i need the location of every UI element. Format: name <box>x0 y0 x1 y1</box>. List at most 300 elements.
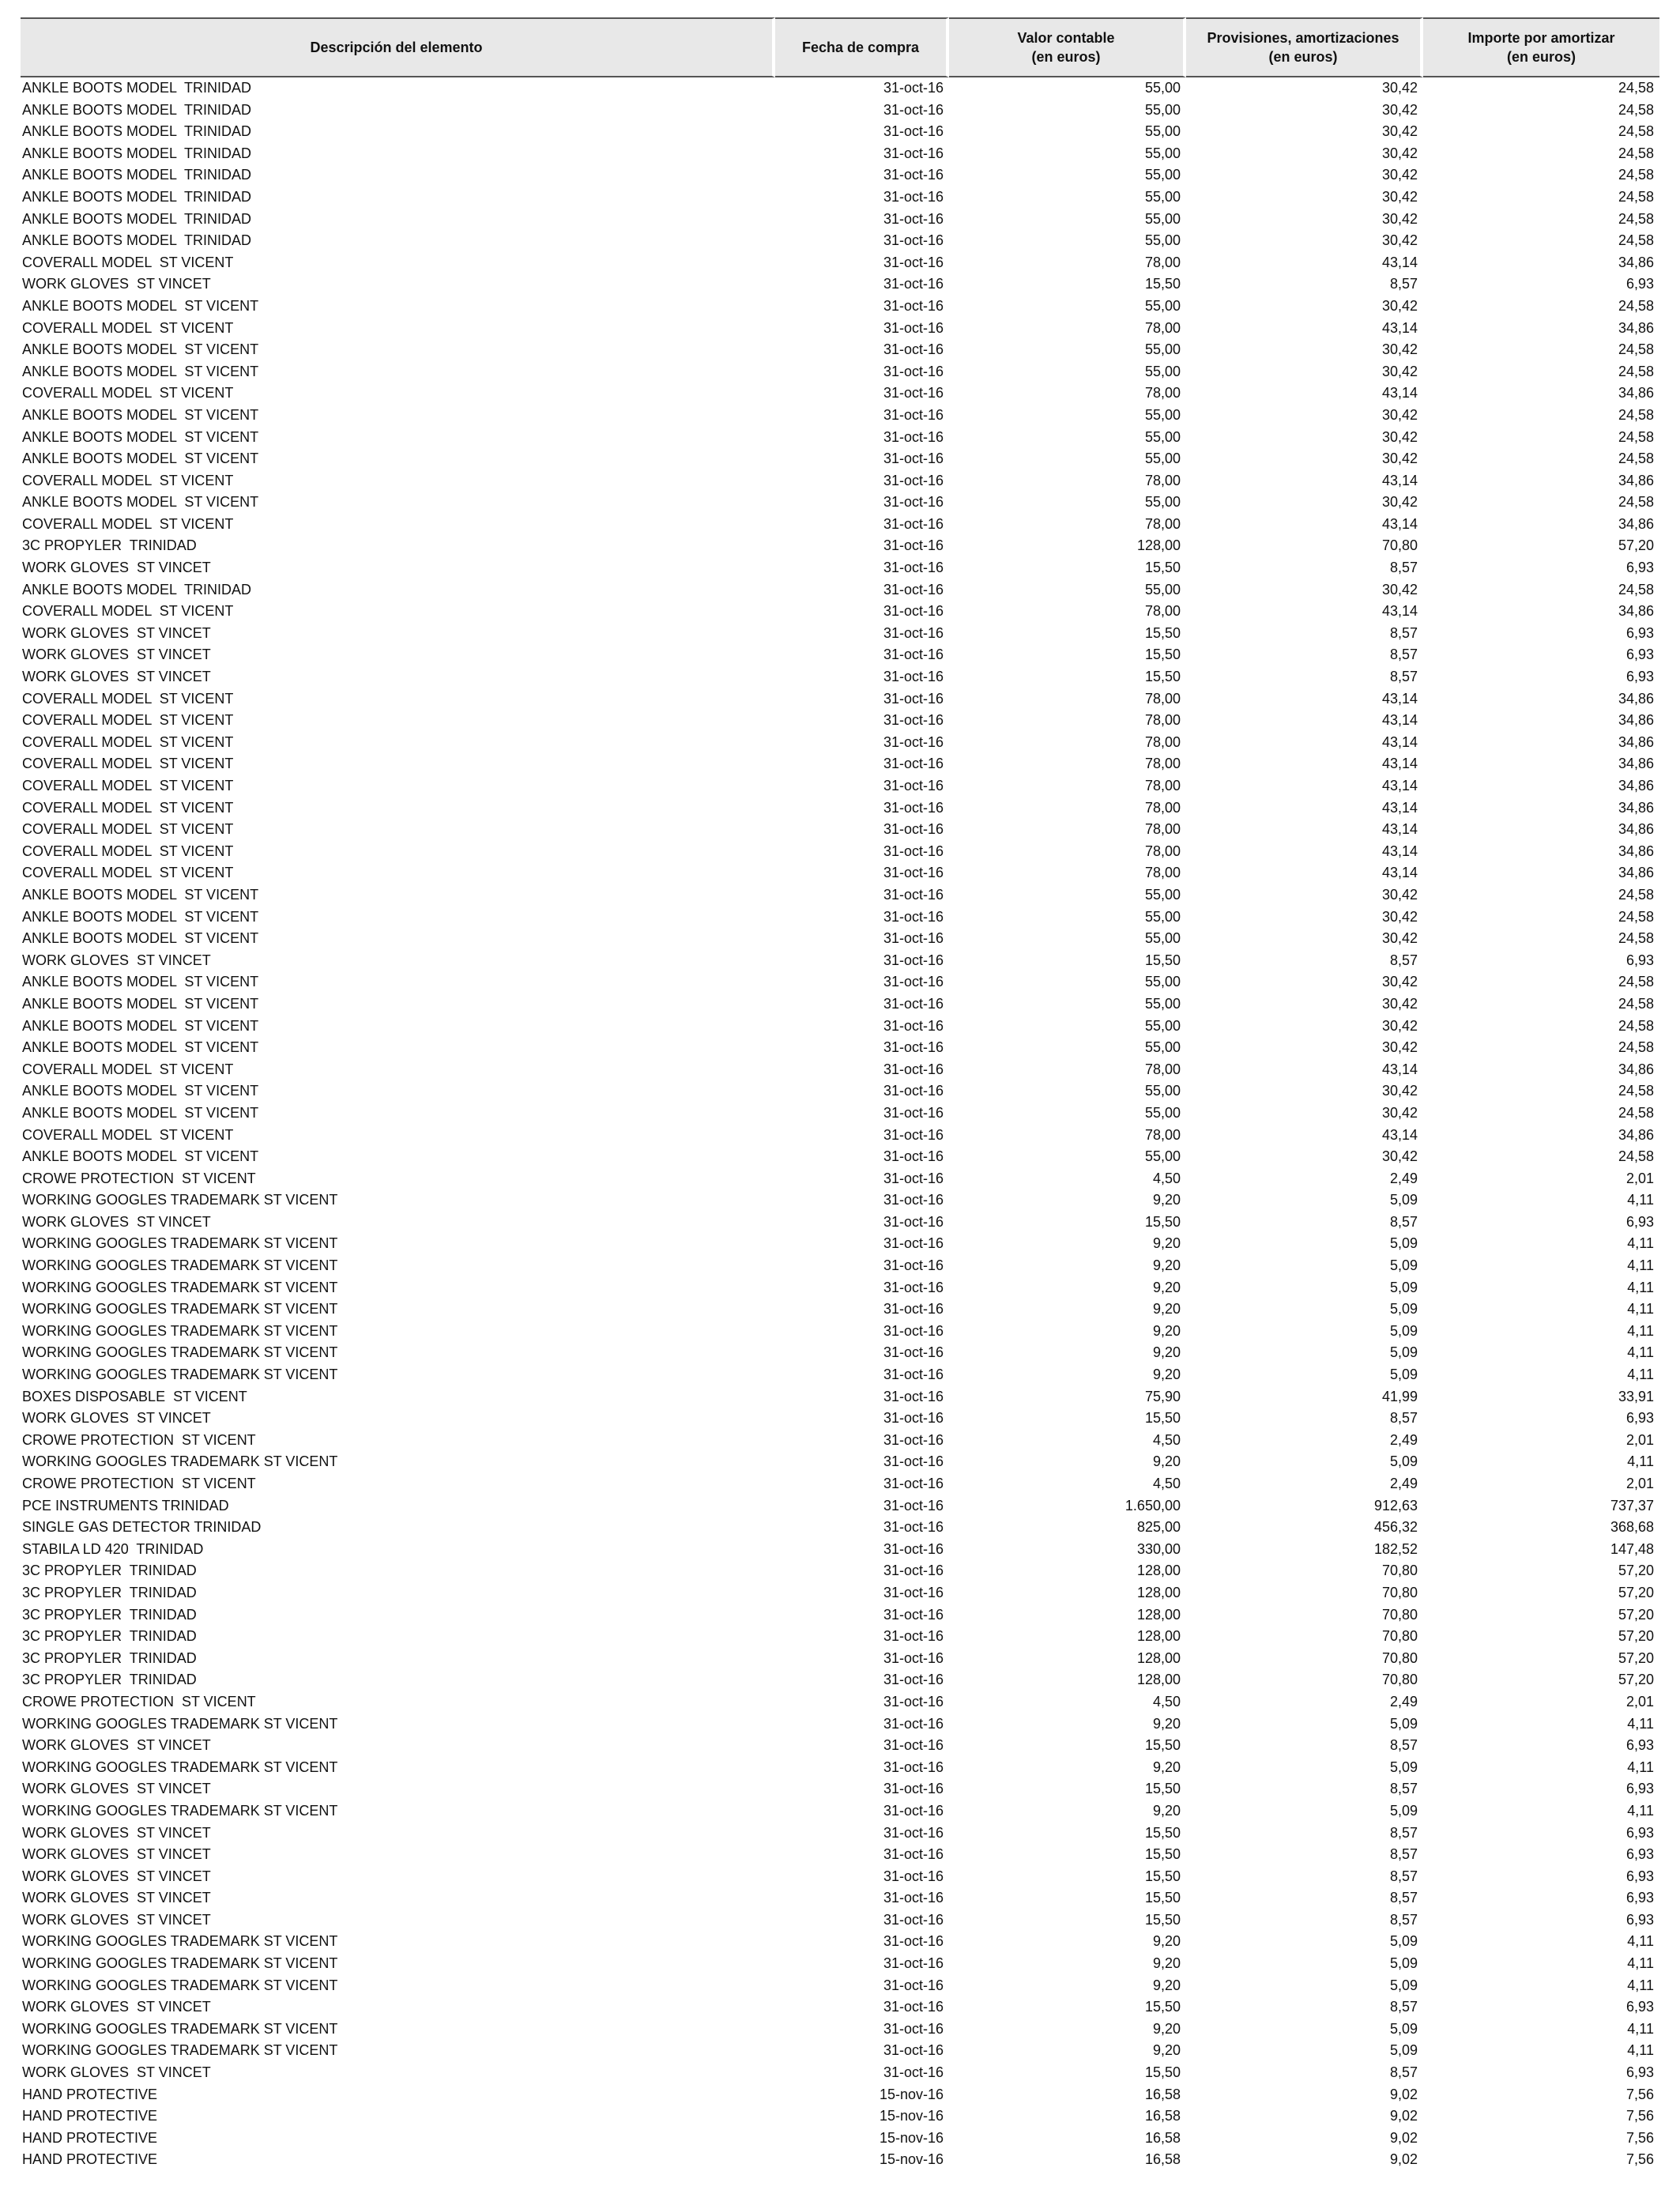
cell-purchase-date: 31-oct-16 <box>883 1410 944 1427</box>
cell-book-value: 9,20 <box>1152 1279 1181 1295</box>
cell-purchase-date: 31-oct-16 <box>883 145 944 161</box>
cell-provisions: 30,42 <box>1381 450 1418 467</box>
cell-description: WORK GLOVES ST VINCET <box>22 1999 211 2015</box>
cell-provisions: 70,80 <box>1381 1628 1418 1645</box>
cell-description: 3C PROPYLER TRINIDAD <box>22 537 197 554</box>
cell-provisions: 30,42 <box>1381 101 1418 118</box>
cell-purchase-date: 31-oct-16 <box>883 624 944 641</box>
header-book-value-unit: (en euros) <box>1031 49 1101 65</box>
cell-purchase-date: 31-oct-16 <box>883 1061 944 1077</box>
cell-purchase-date: 31-oct-16 <box>883 1126 944 1143</box>
table-row <box>21 1103 1659 1125</box>
cell-purchase-date: 31-oct-16 <box>883 995 944 1012</box>
cell-description: COVERALL MODEL ST VICENT <box>22 385 234 401</box>
cell-book-value: 4,50 <box>1152 1693 1181 1710</box>
cell-purchase-date: 31-oct-16 <box>883 1192 944 1208</box>
cell-amount-to-amortize: 24,58 <box>1618 1039 1654 1056</box>
header-amount-to-amortize-label: Importe por amortizar <box>1467 30 1615 46</box>
header-description <box>21 17 775 77</box>
cell-amount-to-amortize: 24,58 <box>1618 406 1654 423</box>
cell-purchase-date: 31-oct-16 <box>883 1170 944 1186</box>
cell-purchase-date: 31-oct-16 <box>883 1606 944 1623</box>
cell-description: WORK GLOVES ST VINCET <box>22 952 211 968</box>
cell-description: WORKING GOOGLES TRADEMARK ST VICENT <box>22 1977 338 1993</box>
cell-amount-to-amortize: 4,11 <box>1627 1257 1654 1274</box>
cell-description: 3C PROPYLER TRINIDAD <box>22 1672 197 1688</box>
cell-description: COVERALL MODEL ST VICENT <box>22 865 234 881</box>
cell-description: BOXES DISPOSABLE ST VICENT <box>22 1388 247 1404</box>
cell-amount-to-amortize: 7,56 <box>1625 2129 1654 2146</box>
cell-provisions: 43,14 <box>1381 515 1418 532</box>
cell-book-value: 9,20 <box>1152 1453 1181 1470</box>
cell-description: 3C PROPYLER TRINIDAD <box>22 1606 197 1623</box>
cell-provisions: 2,49 <box>1389 1693 1418 1710</box>
header-amount-to-amortize-unit: (en euros) <box>1506 49 1576 65</box>
cell-provisions: 43,14 <box>1381 472 1418 488</box>
cell-purchase-date: 31-oct-16 <box>883 1890 944 1906</box>
cell-description: ANKLE BOOTS MODEL TRINIDAD <box>22 145 252 161</box>
cell-purchase-date: 31-oct-16 <box>883 712 944 729</box>
table-row <box>21 1342 1659 1364</box>
cell-provisions: 70,80 <box>1381 537 1418 554</box>
cell-amount-to-amortize: 737,37 <box>1610 1497 1654 1514</box>
cell-purchase-date: 31-oct-16 <box>883 669 944 685</box>
cell-provisions: 8,57 <box>1389 952 1418 968</box>
table-row <box>21 1909 1659 1932</box>
cell-book-value: 9,20 <box>1152 1933 1181 1950</box>
table-header <box>21 17 1659 77</box>
cell-book-value: 15,50 <box>1144 1410 1181 1427</box>
cell-description: ANKLE BOOTS MODEL ST VICENT <box>22 428 259 445</box>
table-row <box>21 1778 1659 1800</box>
cell-amount-to-amortize: 57,20 <box>1618 1628 1654 1645</box>
cell-book-value: 55,00 <box>1144 930 1181 947</box>
cell-description: ANKLE BOOTS MODEL ST VICENT <box>22 1083 259 1099</box>
cell-purchase-date: 15-nov-16 <box>879 2086 944 2102</box>
cell-provisions: 8,57 <box>1389 1868 1418 1884</box>
cell-amount-to-amortize: 34,86 <box>1618 319 1654 336</box>
table-row <box>21 1451 1659 1473</box>
cell-purchase-date: 31-oct-16 <box>883 232 944 249</box>
cell-amount-to-amortize: 34,86 <box>1618 778 1654 794</box>
table-row <box>21 907 1659 929</box>
cell-book-value: 15,50 <box>1144 952 1181 968</box>
cell-amount-to-amortize: 4,11 <box>1627 1933 1654 1950</box>
table-row <box>21 2128 1659 2150</box>
cell-purchase-date: 31-oct-16 <box>883 2042 944 2059</box>
cell-purchase-date: 31-oct-16 <box>883 1476 944 1491</box>
cell-description: COVERALL MODEL ST VICENT <box>22 515 234 532</box>
cell-book-value: 78,00 <box>1144 799 1181 816</box>
cell-amount-to-amortize: 4,11 <box>1627 1367 1654 1383</box>
cell-provisions: 2,49 <box>1389 1170 1418 1186</box>
cell-purchase-date: 31-oct-16 <box>883 603 944 620</box>
cell-amount-to-amortize: 7,56 <box>1625 2151 1654 2168</box>
cell-description: WORKING GOOGLES TRADEMARK ST VICENT <box>22 1453 338 1470</box>
cell-provisions: 30,42 <box>1381 428 1418 445</box>
cell-amount-to-amortize: 57,20 <box>1618 1563 1654 1579</box>
cell-provisions: 43,14 <box>1381 1126 1418 1143</box>
table-row <box>21 2084 1659 2106</box>
cell-description: COVERALL MODEL ST VICENT <box>22 843 234 859</box>
cell-description: COVERALL MODEL ST VICENT <box>22 821 234 838</box>
cell-description: 3C PROPYLER TRINIDAD <box>22 1628 197 1645</box>
cell-provisions: 912,63 <box>1373 1497 1418 1514</box>
cell-amount-to-amortize: 6,93 <box>1625 952 1654 968</box>
cell-provisions: 30,42 <box>1381 145 1418 161</box>
cell-provisions: 8,57 <box>1389 1911 1418 1928</box>
table-row <box>21 427 1659 449</box>
cell-book-value: 9,20 <box>1152 2020 1181 2037</box>
cell-provisions: 5,09 <box>1389 1279 1418 1295</box>
cell-amount-to-amortize: 6,93 <box>1625 1781 1654 1797</box>
cell-purchase-date: 31-oct-16 <box>883 167 944 183</box>
cell-amount-to-amortize: 34,86 <box>1618 843 1654 859</box>
table-row <box>21 187 1659 209</box>
cell-amount-to-amortize: 24,58 <box>1618 188 1654 205</box>
cell-book-value: 128,00 <box>1136 1649 1181 1666</box>
cell-amount-to-amortize: 24,58 <box>1618 363 1654 379</box>
header-book-value <box>949 17 1186 77</box>
cell-amount-to-amortize: 24,58 <box>1618 80 1654 96</box>
cell-description: WORKING GOOGLES TRADEMARK ST VICENT <box>22 2042 338 2059</box>
cell-purchase-date: 31-oct-16 <box>883 1344 944 1361</box>
cell-description: WORKING GOOGLES TRADEMARK ST VICENT <box>22 1257 338 1274</box>
cell-description: WORK GLOVES ST VINCET <box>22 1846 211 1863</box>
cell-purchase-date: 31-oct-16 <box>883 1911 944 1928</box>
cell-description: WORKING GOOGLES TRADEMARK ST VICENT <box>22 1301 338 1318</box>
cell-description: ANKLE BOOTS MODEL ST VICENT <box>22 995 259 1012</box>
cell-purchase-date: 31-oct-16 <box>883 952 944 968</box>
cell-description: WORKING GOOGLES TRADEMARK ST VICENT <box>22 1955 338 1972</box>
cell-description: WORK GLOVES ST VINCET <box>22 1911 211 1928</box>
cell-provisions: 5,09 <box>1389 1367 1418 1383</box>
cell-provisions: 9,02 <box>1389 2086 1418 2102</box>
cell-description: HAND PROTECTIVE <box>22 2151 158 2168</box>
cell-description: WORKING GOOGLES TRADEMARK ST VICENT <box>22 1322 338 1339</box>
cell-provisions: 43,14 <box>1381 778 1418 794</box>
cell-book-value: 78,00 <box>1144 385 1181 401</box>
cell-description: ANKLE BOOTS MODEL ST VICENT <box>22 974 259 990</box>
cell-purchase-date: 31-oct-16 <box>883 1781 944 1797</box>
table-row <box>21 1626 1659 1648</box>
cell-purchase-date: 31-oct-16 <box>883 1257 944 1274</box>
cell-provisions: 43,14 <box>1381 319 1418 336</box>
cell-description: WORKING GOOGLES TRADEMARK ST VICENT <box>22 1235 338 1252</box>
cell-book-value: 128,00 <box>1136 1672 1181 1688</box>
cell-purchase-date: 31-oct-16 <box>883 1759 944 1775</box>
cell-provisions: 30,42 <box>1381 341 1418 358</box>
cell-purchase-date: 31-oct-16 <box>883 188 944 205</box>
cell-description: ANKLE BOOTS MODEL TRINIDAD <box>22 167 252 183</box>
cell-purchase-date: 31-oct-16 <box>883 1148 944 1165</box>
cell-description: COVERALL MODEL ST VICENT <box>22 712 234 729</box>
cell-book-value: 15,50 <box>1144 276 1181 292</box>
cell-provisions: 5,09 <box>1389 1322 1418 1339</box>
cell-description: 3C PROPYLER TRINIDAD <box>22 1584 197 1600</box>
table-row <box>21 143 1659 165</box>
table-row <box>21 688 1659 711</box>
cell-description: WORK GLOVES ST VINCET <box>22 1890 211 1906</box>
cell-purchase-date: 31-oct-16 <box>883 647 944 663</box>
cell-provisions: 5,09 <box>1389 1977 1418 1993</box>
cell-description: HAND PROTECTIVE <box>22 2086 158 2102</box>
table-row <box>21 2105 1659 2128</box>
cell-provisions: 30,42 <box>1381 1148 1418 1165</box>
cell-description: ANKLE BOOTS MODEL ST VICENT <box>22 886 259 903</box>
cell-book-value: 78,00 <box>1144 690 1181 707</box>
cell-book-value: 55,00 <box>1144 1017 1181 1034</box>
cell-book-value: 15,50 <box>1144 624 1181 641</box>
cell-description: COVERALL MODEL ST VICENT <box>22 778 234 794</box>
table-row <box>21 1604 1659 1627</box>
cell-amount-to-amortize: 24,58 <box>1618 428 1654 445</box>
cell-book-value: 128,00 <box>1136 1628 1181 1645</box>
table-row <box>21 2040 1659 2062</box>
cell-provisions: 5,09 <box>1389 1301 1418 1318</box>
table-row <box>21 928 1659 950</box>
cell-purchase-date: 15-nov-16 <box>879 2151 944 2168</box>
cell-description: CROWE PROTECTION ST VICENT <box>22 1170 256 1186</box>
cell-description: SINGLE GAS DETECTOR TRINIDAD <box>22 1519 262 1536</box>
cell-purchase-date: 31-oct-16 <box>883 1017 944 1034</box>
cell-purchase-date: 31-oct-16 <box>883 974 944 990</box>
table-row <box>21 296 1659 318</box>
cell-purchase-date: 31-oct-16 <box>883 1802 944 1819</box>
cell-amount-to-amortize: 4,11 <box>1627 1301 1654 1318</box>
table-row <box>21 1212 1659 1234</box>
cell-provisions: 30,42 <box>1381 930 1418 947</box>
cell-provisions: 43,14 <box>1381 254 1418 270</box>
cell-book-value: 55,00 <box>1144 1083 1181 1099</box>
cell-description: CROWE PROTECTION ST VICENT <box>22 1693 256 1710</box>
cell-book-value: 78,00 <box>1144 733 1181 750</box>
cell-book-value: 9,20 <box>1152 1977 1181 1993</box>
table-row <box>21 252 1659 274</box>
cell-amount-to-amortize: 34,86 <box>1618 712 1654 729</box>
table-row <box>21 1168 1659 1190</box>
table-row <box>21 1800 1659 1823</box>
cell-provisions: 41,99 <box>1381 1388 1418 1404</box>
cell-purchase-date: 31-oct-16 <box>883 515 944 532</box>
table-row <box>21 1016 1659 1038</box>
cell-book-value: 78,00 <box>1144 756 1181 772</box>
cell-book-value: 78,00 <box>1144 603 1181 620</box>
cell-purchase-date: 31-oct-16 <box>883 123 944 140</box>
table-row <box>21 862 1659 884</box>
cell-purchase-date: 31-oct-16 <box>883 1083 944 1099</box>
cell-description: WORKING GOOGLES TRADEMARK ST VICENT <box>22 1715 338 1732</box>
cell-book-value: 55,00 <box>1144 101 1181 118</box>
cell-purchase-date: 31-oct-16 <box>883 1431 944 1448</box>
cell-amount-to-amortize: 4,11 <box>1627 1453 1654 1470</box>
cell-provisions: 9,02 <box>1389 2151 1418 2168</box>
cell-provisions: 9,02 <box>1389 2108 1418 2124</box>
table-row <box>21 1996 1659 2019</box>
cell-purchase-date: 31-oct-16 <box>883 101 944 118</box>
cell-purchase-date: 31-oct-16 <box>883 581 944 598</box>
table-row <box>21 841 1659 863</box>
cell-description: COVERALL MODEL ST VICENT <box>22 603 234 620</box>
table-row <box>21 2019 1659 2041</box>
cell-book-value: 78,00 <box>1144 712 1181 729</box>
cell-provisions: 30,42 <box>1381 886 1418 903</box>
table-row <box>21 448 1659 470</box>
cell-purchase-date: 31-oct-16 <box>883 1104 944 1121</box>
cell-amount-to-amortize: 24,58 <box>1618 908 1654 925</box>
cell-description: STABILA LD 420 TRINIDAD <box>22 1540 204 1557</box>
cell-provisions: 8,57 <box>1389 1824 1418 1841</box>
cell-provisions: 43,14 <box>1381 690 1418 707</box>
cell-book-value: 4,50 <box>1152 1476 1181 1491</box>
cell-description: COVERALL MODEL ST VICENT <box>22 472 234 488</box>
cell-provisions: 5,09 <box>1389 1715 1418 1732</box>
table-row <box>21 535 1659 557</box>
cell-provisions: 5,09 <box>1389 1192 1418 1208</box>
cell-book-value: 9,20 <box>1152 1192 1181 1208</box>
cell-provisions: 70,80 <box>1381 1584 1418 1600</box>
table-row <box>21 1953 1659 1975</box>
cell-purchase-date: 31-oct-16 <box>883 1649 944 1666</box>
cell-amount-to-amortize: 6,93 <box>1625 647 1654 663</box>
header-purchase-date <box>775 17 949 77</box>
cell-provisions: 43,14 <box>1381 756 1418 772</box>
cell-amount-to-amortize: 2,01 <box>1625 1693 1654 1710</box>
cell-purchase-date: 31-oct-16 <box>883 1737 944 1754</box>
table-row <box>21 1517 1659 1539</box>
cell-book-value: 9,20 <box>1152 1257 1181 1274</box>
table-row <box>21 1321 1659 1343</box>
cell-amount-to-amortize: 6,93 <box>1625 1999 1654 2015</box>
header-description-label: Descripción del elemento <box>310 40 483 55</box>
cell-provisions: 5,09 <box>1389 1955 1418 1972</box>
cell-description: WORK GLOVES ST VINCET <box>22 560 211 576</box>
cell-provisions: 43,14 <box>1381 799 1418 816</box>
asset-table <box>21 17 1659 2171</box>
cell-amount-to-amortize: 6,93 <box>1625 1846 1654 1863</box>
cell-provisions: 8,57 <box>1389 669 1418 685</box>
table-row <box>21 1713 1659 1736</box>
cell-amount-to-amortize: 24,58 <box>1618 494 1654 511</box>
cell-purchase-date: 31-oct-16 <box>883 406 944 423</box>
cell-description: WORK GLOVES ST VINCET <box>22 2064 211 2081</box>
cell-purchase-date: 31-oct-16 <box>883 908 944 925</box>
cell-book-value: 330,00 <box>1136 1540 1181 1557</box>
cell-provisions: 30,42 <box>1381 995 1418 1012</box>
cell-book-value: 78,00 <box>1144 865 1181 881</box>
cell-book-value: 15,50 <box>1144 1781 1181 1797</box>
cell-book-value: 55,00 <box>1144 428 1181 445</box>
cell-amount-to-amortize: 24,58 <box>1618 341 1654 358</box>
cell-provisions: 43,14 <box>1381 843 1418 859</box>
cell-book-value: 15,50 <box>1144 1824 1181 1841</box>
cell-provisions: 43,14 <box>1381 603 1418 620</box>
cell-book-value: 15,50 <box>1144 1890 1181 1906</box>
header-purchase-date-label: Fecha de compra <box>801 40 920 55</box>
cell-book-value: 15,50 <box>1144 1213 1181 1230</box>
cell-provisions: 8,57 <box>1389 1213 1418 1230</box>
cell-description: WORKING GOOGLES TRADEMARK ST VICENT <box>22 1933 338 1950</box>
cell-book-value: 16,58 <box>1144 2086 1181 2102</box>
cell-book-value: 15,50 <box>1144 560 1181 576</box>
cell-purchase-date: 31-oct-16 <box>883 537 944 554</box>
cell-provisions: 30,42 <box>1381 1083 1418 1099</box>
cell-book-value: 78,00 <box>1144 1061 1181 1077</box>
cell-book-value: 16,58 <box>1144 2129 1181 2146</box>
cell-book-value: 9,20 <box>1152 1715 1181 1732</box>
table-row <box>21 579 1659 601</box>
cell-book-value: 55,00 <box>1144 123 1181 140</box>
cell-provisions: 43,14 <box>1381 733 1418 750</box>
cell-description: ANKLE BOOTS MODEL ST VICENT <box>22 1017 259 1034</box>
cell-book-value: 15,50 <box>1144 1999 1181 2015</box>
cell-book-value: 78,00 <box>1144 778 1181 794</box>
cell-amount-to-amortize: 24,58 <box>1618 145 1654 161</box>
cell-book-value: 9,20 <box>1152 1955 1181 1972</box>
cell-amount-to-amortize: 34,86 <box>1618 756 1654 772</box>
table-row <box>21 1059 1659 1081</box>
cell-purchase-date: 31-oct-16 <box>883 1584 944 1600</box>
cell-provisions: 43,14 <box>1381 712 1418 729</box>
cell-provisions: 5,09 <box>1389 1453 1418 1470</box>
header-amount-to-amortize <box>1423 17 1659 77</box>
cell-description: WORK GLOVES ST VINCET <box>22 1868 211 1884</box>
cell-amount-to-amortize: 4,11 <box>1627 1192 1654 1208</box>
cell-description: WORKING GOOGLES TRADEMARK ST VICENT <box>22 1344 338 1361</box>
cell-provisions: 30,42 <box>1381 188 1418 205</box>
table-row <box>21 470 1659 492</box>
cell-purchase-date: 31-oct-16 <box>883 1693 944 1710</box>
cell-book-value: 9,20 <box>1152 1235 1181 1252</box>
cell-description: ANKLE BOOTS MODEL ST VICENT <box>22 930 259 947</box>
table-row <box>21 1669 1659 1691</box>
cell-amount-to-amortize: 57,20 <box>1618 1606 1654 1623</box>
cell-amount-to-amortize: 4,11 <box>1627 1715 1654 1732</box>
cell-description: ANKLE BOOTS MODEL ST VICENT <box>22 363 259 379</box>
header-book-value-label: Valor contable <box>1017 30 1115 46</box>
cell-book-value: 128,00 <box>1136 537 1181 554</box>
cell-purchase-date: 31-oct-16 <box>883 756 944 772</box>
cell-description: ANKLE BOOTS MODEL ST VICENT <box>22 450 259 467</box>
cell-description: 3C PROPYLER TRINIDAD <box>22 1563 197 1579</box>
table-row <box>21 950 1659 972</box>
cell-book-value: 16,58 <box>1144 2151 1181 2168</box>
cell-book-value: 16,58 <box>1144 2108 1181 2124</box>
table-row <box>21 1866 1659 1888</box>
cell-provisions: 30,42 <box>1381 494 1418 511</box>
table-row <box>21 2149 1659 2171</box>
cell-purchase-date: 31-oct-16 <box>883 363 944 379</box>
cell-provisions: 30,42 <box>1381 80 1418 96</box>
cell-purchase-date: 31-oct-16 <box>883 1213 944 1230</box>
cell-provisions: 30,42 <box>1381 167 1418 183</box>
cell-purchase-date: 31-oct-16 <box>883 1519 944 1536</box>
table-row <box>21 1844 1659 1866</box>
cell-description: COVERALL MODEL ST VICENT <box>22 319 234 336</box>
cell-amount-to-amortize: 33,91 <box>1618 1388 1654 1404</box>
cell-book-value: 4,50 <box>1152 1170 1181 1186</box>
table-row <box>21 971 1659 993</box>
cell-book-value: 78,00 <box>1144 254 1181 270</box>
cell-provisions: 43,14 <box>1381 1061 1418 1077</box>
cell-provisions: 70,80 <box>1381 1649 1418 1666</box>
table-row <box>21 732 1659 754</box>
cell-book-value: 55,00 <box>1144 80 1181 96</box>
cell-purchase-date: 31-oct-16 <box>883 1235 944 1252</box>
cell-amount-to-amortize: 24,58 <box>1618 101 1654 118</box>
cell-book-value: 9,20 <box>1152 1322 1181 1339</box>
cell-description: ANKLE BOOTS MODEL TRINIDAD <box>22 101 252 118</box>
